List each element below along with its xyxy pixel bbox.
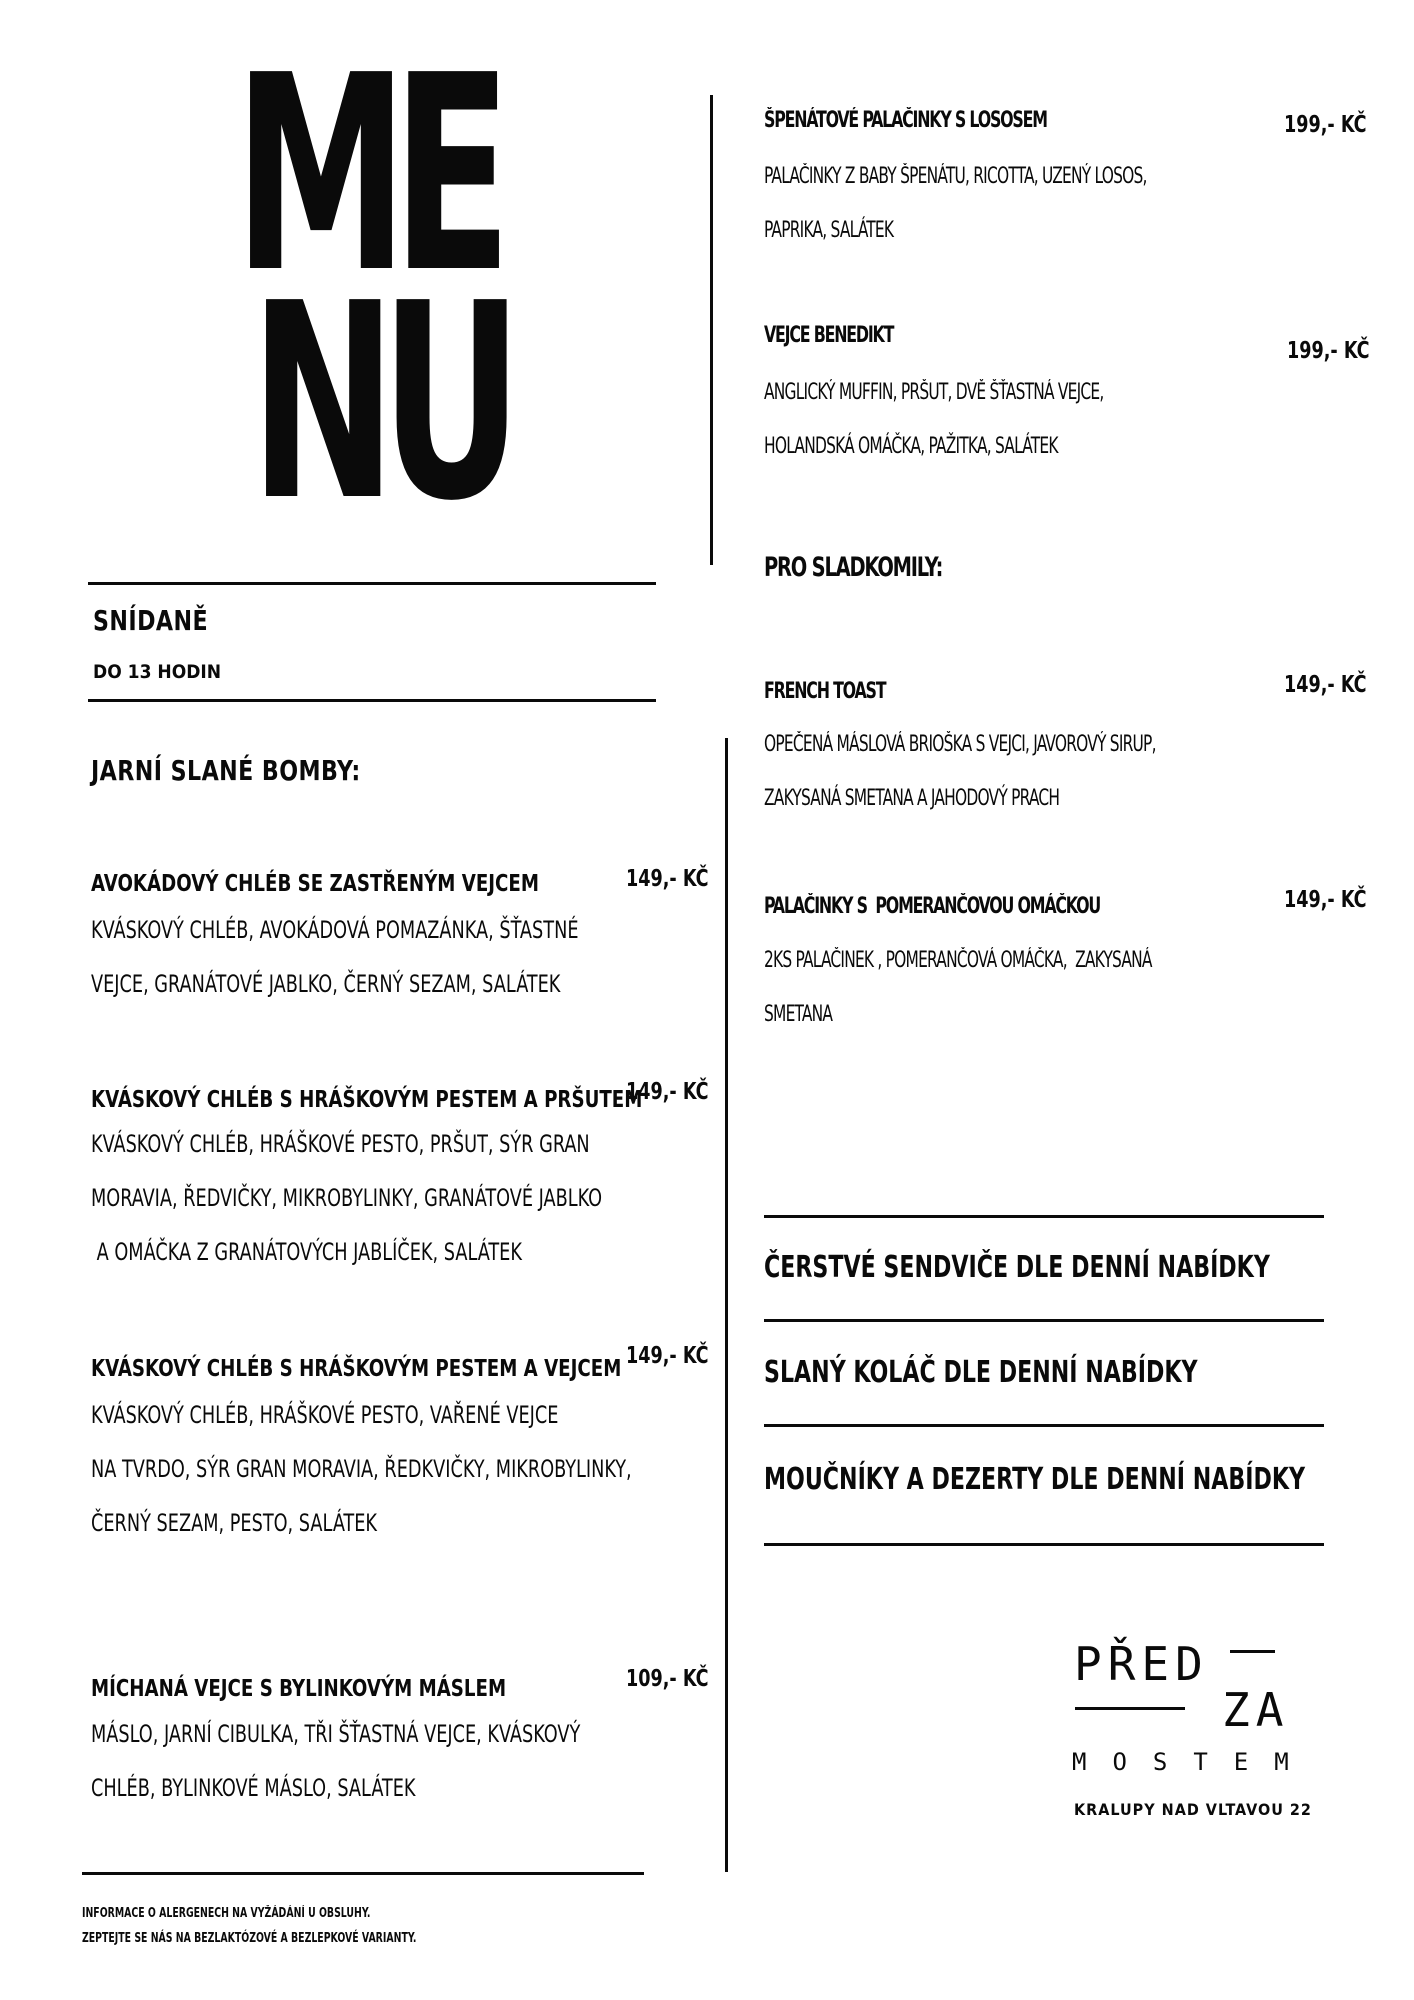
savory-item-1-name: AVOKÁDOVÝ CHLÉB SE ZASTŘENÝM VEJCEM	[91, 871, 539, 897]
right-item-2-desc: ANGLICKÝ MUFFIN, PRŠUT, DVĚ ŠŤASTNÁ VEJCE, HOLANDSKÁ OMÁČKA, PAŽITKA, SALÁTEK	[764, 380, 1104, 459]
savory-item-2-name: KVÁSKOVÝ CHLÉB S HRÁŠKOVÝM PESTEM A PRŠUTEM	[91, 1087, 643, 1113]
savory-item-2-price: 149,- KČ	[626, 1079, 709, 1105]
brand-dash-right	[1230, 1650, 1275, 1653]
sweet-item-2-price: 149,- KČ	[1284, 887, 1367, 913]
brand-address: KRALUPY NAD VLTAVOU 22	[1074, 1800, 1312, 1819]
right-item-1-name: ŠPENÁTOVÉ PALAČINKY S LOSOSEM	[764, 108, 1047, 133]
offers-rule-1	[764, 1215, 1324, 1218]
savory-item-2-desc: KVÁSKOVÝ CHLÉB, HRÁŠKOVÉ PESTO, PRŠUT, SÝR GRAN MORAVIA, ŘEDVIČKY, MIKROBYLINKY, GRANÁTOVÉ JABLKO A OMÁČKA Z GRANÁTOVÝCH JABLÍČEK, SALÁTEK	[91, 1130, 603, 1266]
brand-word-mostem: MOSTEM	[1072, 1748, 1315, 1776]
offers-rule-4	[764, 1543, 1324, 1546]
menu-logo-line1: ME	[234, 17, 496, 332]
offer-1: ČERSTVÉ SENDVIČE DLE DENNÍ NABÍDKY	[764, 1250, 1270, 1285]
breakfast-subtitle: DO 13 HODIN	[93, 661, 222, 683]
breakfast-top-rule	[88, 582, 656, 585]
savory-item-4-name: MÍCHANÁ VEJCE S BYLINKOVÝM MÁSLEM	[91, 1676, 507, 1702]
sweet-item-2-desc: 2KS PALAČINEK , POMERANČOVÁ OMÁČKA, ZAKYSANÁ SMETANA	[764, 948, 1152, 1027]
footer-line-1: INFORMACE O ALERGENECH NA VYŽÁDÁNÍ U OBSLUHY.	[82, 1906, 371, 1921]
savory-item-3-desc: KVÁSKOVÝ CHLÉB, HRÁŠKOVÉ PESTO, VAŘENÉ VEJCE NA TVRDO, SÝR GRAN MORAVIA, ŘEDKVIČKY, MIKROBYLINKY, ČERNÝ SEZAM, PESTO, SALÁTEK	[91, 1401, 632, 1537]
brand-word-za: ZA	[1222, 1683, 1290, 1737]
divider-upper	[710, 95, 713, 565]
savory-item-1-desc: KVÁSKOVÝ CHLÉB, AVOKÁDOVÁ POMAZÁNKA, ŠŤASTNÉ VEJCE, GRANÁTOVÉ JABLKO, ČERNÝ SEZAM, SALÁTEK	[91, 916, 579, 998]
savory-heading: JARNÍ SLANÉ BOMBY:	[91, 754, 361, 787]
sweet-item-1-price: 149,- KČ	[1284, 672, 1367, 698]
sweet-item-1-desc: OPEČENÁ MÁSLOVÁ BRIOŠKA S VEJCI, JAVOROVÝ SIRUP, ZAKYSANÁ SMETANA A JAHODOVÝ PRACH	[764, 732, 1156, 811]
savory-item-4-desc: MÁSLO, JARNÍ CIBULKA, TŘI ŠŤASTNÁ VEJCE, KVÁSKOVÝ CHLÉB, BYLINKOVÉ MÁSLO, SALÁTEK	[91, 1720, 581, 1802]
savory-item-1-price: 149,- KČ	[626, 866, 709, 892]
savory-item-4-price: 109,- KČ	[626, 1666, 709, 1692]
right-item-2-name: VEJCE BENEDIKT	[764, 323, 894, 348]
right-item-1-desc: PALAČINKY Z BABY ŠPENÁTU, RICOTTA, UZENÝ LOSOS, PAPRIKA, SALÁTEK	[764, 164, 1147, 243]
offers-rule-3	[764, 1424, 1324, 1427]
right-item-2-price: 199,- KČ	[1287, 338, 1370, 364]
brand-dash-left	[1075, 1707, 1185, 1710]
sweet-item-2-name: PALAČINKY S POMERANČOVOU OMÁČKOU	[764, 894, 1101, 919]
footer-note	[82, 1901, 416, 1951]
sweet-item-1-name: FRENCH TOAST	[764, 679, 886, 704]
right-item-1-price: 199,- KČ	[1284, 112, 1367, 138]
left-bottom-rule	[82, 1872, 644, 1875]
offers-rule-2	[764, 1319, 1324, 1322]
breakfast-bottom-rule	[88, 699, 656, 702]
divider-lower	[725, 738, 728, 1872]
menu-logo-line2: NU	[250, 245, 507, 560]
breakfast-title: SNÍDANĚ	[93, 604, 209, 637]
brand-word-pred: PŘED	[1074, 1637, 1209, 1691]
footer-line-2: ZEPTEJTE SE NÁS NA BEZLAKTÓZOVÉ A BEZLEPKOVÉ VARIANTY.	[82, 1931, 417, 1946]
sweet-heading: PRO SLADKOMILY:	[764, 552, 943, 583]
offer-2: SLANÝ KOLÁČ DLE DENNÍ NABÍDKY	[764, 1355, 1198, 1390]
savory-item-3-name: KVÁSKOVÝ CHLÉB S HRÁŠKOVÝM PESTEM A VEJCEM	[91, 1356, 622, 1382]
savory-item-3-price: 149,- KČ	[626, 1343, 709, 1369]
offer-3: MOUČNÍKY A DEZERTY DLE DENNÍ NABÍDKY	[764, 1462, 1306, 1497]
